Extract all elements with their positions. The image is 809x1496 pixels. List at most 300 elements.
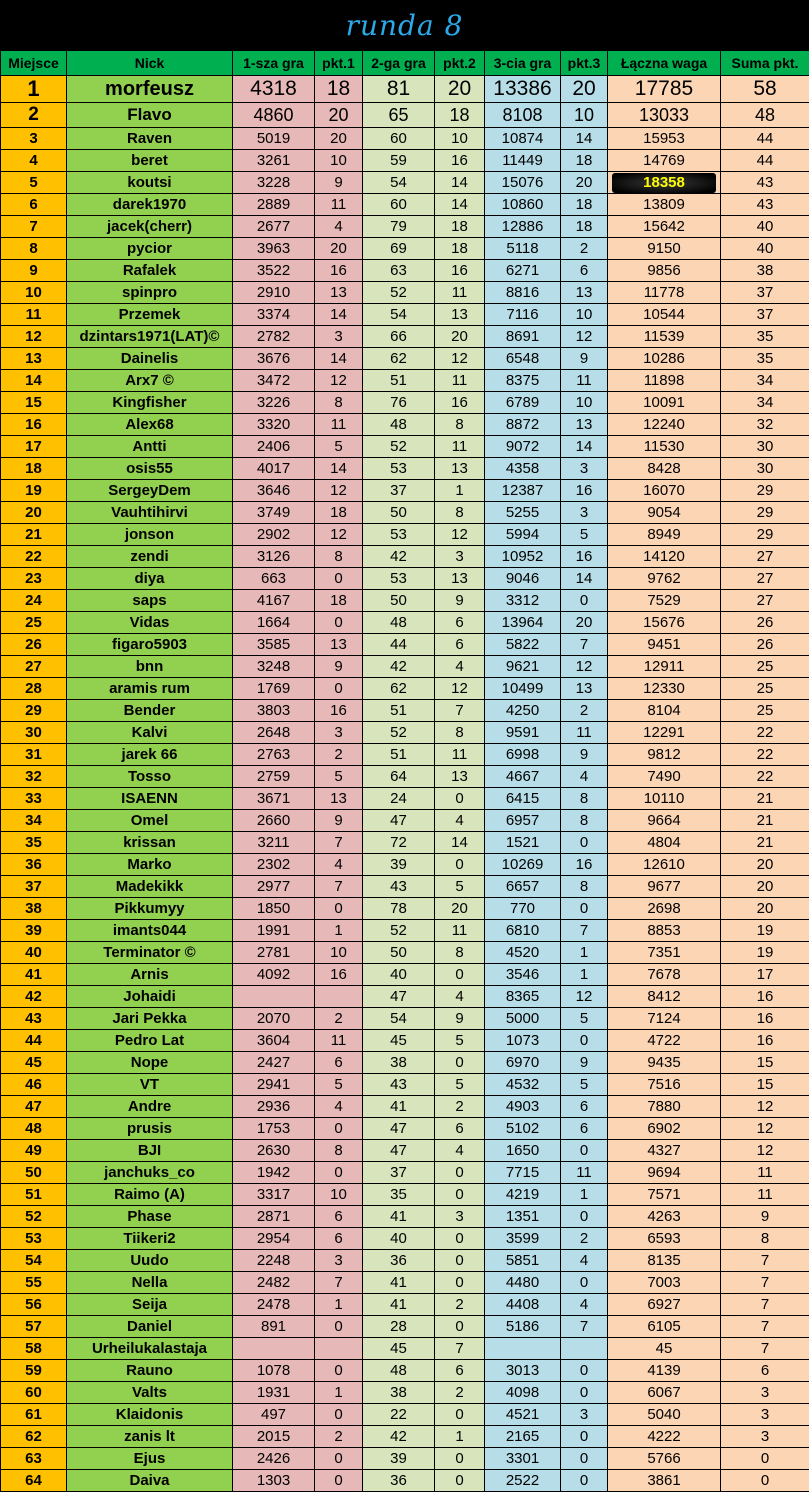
game1-weight-cell: 3803 bbox=[233, 700, 315, 722]
place-cell: 19 bbox=[1, 480, 67, 502]
game1-points-cell: 5 bbox=[315, 766, 363, 788]
game1-points-cell: 11 bbox=[315, 414, 363, 436]
game1-points-cell: 12 bbox=[315, 480, 363, 502]
place-cell: 7 bbox=[1, 216, 67, 238]
total-weight-cell: 6902 bbox=[608, 1118, 721, 1140]
total-points-cell: 15 bbox=[721, 1052, 809, 1074]
nick-cell: saps bbox=[67, 590, 233, 612]
place-cell: 33 bbox=[1, 788, 67, 810]
game1-points-cell: 2 bbox=[315, 1426, 363, 1448]
game3-weight-cell: 7116 bbox=[485, 304, 561, 326]
game2-points-cell: 13 bbox=[435, 568, 485, 590]
game2-points-cell: 3 bbox=[435, 1206, 485, 1228]
game1-points-cell: 3 bbox=[315, 326, 363, 348]
table-row bbox=[1, 414, 809, 436]
place-cell: 25 bbox=[1, 612, 67, 634]
game2-weight-cell: 53 bbox=[363, 524, 435, 546]
game2-weight-cell: 41 bbox=[363, 1206, 435, 1228]
game3-weight-cell: 6789 bbox=[485, 392, 561, 414]
total-weight-cell: 14769 bbox=[608, 150, 721, 172]
game1-weight-cell: 3374 bbox=[233, 304, 315, 326]
place-cell: 52 bbox=[1, 1206, 67, 1228]
game1-points-cell: 16 bbox=[315, 964, 363, 986]
place-cell: 41 bbox=[1, 964, 67, 986]
total-weight-cell: 10544 bbox=[608, 304, 721, 326]
game1-weight-cell: 2427 bbox=[233, 1052, 315, 1074]
total-points-cell: 7 bbox=[721, 1316, 809, 1338]
table-row bbox=[1, 150, 809, 172]
game2-weight-cell: 38 bbox=[363, 1052, 435, 1074]
game3-weight-cell: 12387 bbox=[485, 480, 561, 502]
game3-points-cell: 5 bbox=[561, 524, 608, 546]
table-row bbox=[1, 1008, 809, 1030]
total-weight-cell: 8853 bbox=[608, 920, 721, 942]
table-row bbox=[1, 436, 809, 458]
total-weight-cell: 13809 bbox=[608, 194, 721, 216]
game1-points-cell: 8 bbox=[315, 1140, 363, 1162]
game2-weight-cell: 50 bbox=[363, 590, 435, 612]
total-points-cell: 19 bbox=[721, 942, 809, 964]
total-points-cell: 15 bbox=[721, 1074, 809, 1096]
game2-points-cell: 14 bbox=[435, 172, 485, 194]
game2-points-cell: 5 bbox=[435, 1074, 485, 1096]
total-weight-cell: 9812 bbox=[608, 744, 721, 766]
game2-weight-cell: 47 bbox=[363, 810, 435, 832]
game3-points-cell: 0 bbox=[561, 590, 608, 612]
game1-points-cell: 12 bbox=[315, 524, 363, 546]
total-weight-cell: 4263 bbox=[608, 1206, 721, 1228]
game1-weight-cell: 1931 bbox=[233, 1382, 315, 1404]
table-row bbox=[1, 986, 809, 1008]
table-row bbox=[1, 1228, 809, 1250]
header-game3: 3-cia gra bbox=[485, 51, 561, 76]
total-weight-cell: 11778 bbox=[608, 282, 721, 304]
game3-weight-cell: 4358 bbox=[485, 458, 561, 480]
game2-weight-cell: 54 bbox=[363, 304, 435, 326]
game3-weight-cell: 3301 bbox=[485, 1448, 561, 1470]
nick-cell: Nope bbox=[67, 1052, 233, 1074]
total-weight-cell: 7490 bbox=[608, 766, 721, 788]
total-points-cell: 6 bbox=[721, 1360, 809, 1382]
game1-points-cell: 0 bbox=[315, 612, 363, 634]
total-points-cell: 7 bbox=[721, 1250, 809, 1272]
place-cell: 51 bbox=[1, 1184, 67, 1206]
game2-points-cell: 2 bbox=[435, 1096, 485, 1118]
table-row bbox=[1, 1470, 809, 1492]
header-pts3: pkt.3 bbox=[561, 51, 608, 76]
game3-points-cell: 0 bbox=[561, 1030, 608, 1052]
total-points-cell: 3 bbox=[721, 1404, 809, 1426]
place-cell: 18 bbox=[1, 458, 67, 480]
game1-points-cell: 20 bbox=[315, 128, 363, 150]
game3-points-cell: 7 bbox=[561, 634, 608, 656]
place-cell: 45 bbox=[1, 1052, 67, 1074]
game2-weight-cell: 22 bbox=[363, 1404, 435, 1426]
game3-points-cell: 13 bbox=[561, 678, 608, 700]
game2-points-cell: 0 bbox=[435, 1272, 485, 1294]
table-row bbox=[1, 656, 809, 678]
game2-points-cell: 13 bbox=[435, 766, 485, 788]
game1-weight-cell: 3749 bbox=[233, 502, 315, 524]
game1-points-cell: 0 bbox=[315, 568, 363, 590]
game2-weight-cell: 47 bbox=[363, 986, 435, 1008]
game1-points-cell: 0 bbox=[315, 1162, 363, 1184]
nick-cell: Pedro Lat bbox=[67, 1030, 233, 1052]
game2-weight-cell: 48 bbox=[363, 414, 435, 436]
nick-cell: morfeusz bbox=[67, 76, 233, 103]
game1-weight-cell: 3211 bbox=[233, 832, 315, 854]
nick-cell: Omel bbox=[67, 810, 233, 832]
game2-weight-cell: 50 bbox=[363, 942, 435, 964]
total-points-cell: 43 bbox=[721, 172, 809, 194]
game3-points-cell: 12 bbox=[561, 986, 608, 1008]
game2-points-cell: 3 bbox=[435, 546, 485, 568]
game2-points-cell: 20 bbox=[435, 326, 485, 348]
game1-points-cell: 0 bbox=[315, 1404, 363, 1426]
game2-weight-cell: 47 bbox=[363, 1118, 435, 1140]
total-weight-cell: 7529 bbox=[608, 590, 721, 612]
game3-points-cell: 0 bbox=[561, 832, 608, 854]
game3-weight-cell: 12886 bbox=[485, 216, 561, 238]
game3-points-cell: 10 bbox=[561, 392, 608, 414]
game2-points-cell: 0 bbox=[435, 1052, 485, 1074]
total-points-cell: 19 bbox=[721, 920, 809, 942]
game3-points-cell: 8 bbox=[561, 788, 608, 810]
table-row bbox=[1, 1030, 809, 1052]
table-row bbox=[1, 568, 809, 590]
game3-weight-cell: 5000 bbox=[485, 1008, 561, 1030]
nick-cell: dzintars1971(LAT)© bbox=[67, 326, 233, 348]
nick-cell: spinpro bbox=[67, 282, 233, 304]
game2-weight-cell: 81 bbox=[363, 76, 435, 103]
place-cell: 11 bbox=[1, 304, 67, 326]
place-cell: 24 bbox=[1, 590, 67, 612]
total-points-cell: 34 bbox=[721, 370, 809, 392]
game2-points-cell: 18 bbox=[435, 103, 485, 128]
game2-points-cell: 6 bbox=[435, 1118, 485, 1140]
game3-weight-cell: 8108 bbox=[485, 103, 561, 128]
game2-weight-cell: 76 bbox=[363, 392, 435, 414]
game1-weight-cell: 3646 bbox=[233, 480, 315, 502]
game2-points-cell: 0 bbox=[435, 1470, 485, 1492]
game2-weight-cell: 40 bbox=[363, 964, 435, 986]
game3-points-cell: 0 bbox=[561, 898, 608, 920]
place-cell: 38 bbox=[1, 898, 67, 920]
game2-points-cell: 11 bbox=[435, 370, 485, 392]
total-weight-cell: 12291 bbox=[608, 722, 721, 744]
game3-points-cell: 3 bbox=[561, 1404, 608, 1426]
game3-points-cell: 6 bbox=[561, 260, 608, 282]
game3-points-cell: 20 bbox=[561, 76, 608, 103]
game3-weight-cell: 11449 bbox=[485, 150, 561, 172]
game2-weight-cell: 42 bbox=[363, 656, 435, 678]
game1-weight-cell: 3522 bbox=[233, 260, 315, 282]
nick-cell: bnn bbox=[67, 656, 233, 678]
game3-points-cell: 0 bbox=[561, 1470, 608, 1492]
game1-points-cell: 12 bbox=[315, 370, 363, 392]
game1-points-cell: 10 bbox=[315, 1184, 363, 1206]
total-points-cell: 29 bbox=[721, 524, 809, 546]
game3-points-cell: 18 bbox=[561, 150, 608, 172]
game1-points-cell: 7 bbox=[315, 1272, 363, 1294]
total-points-cell: 35 bbox=[721, 326, 809, 348]
game3-weight-cell: 5994 bbox=[485, 524, 561, 546]
total-weight-cell: 8135 bbox=[608, 1250, 721, 1272]
game2-weight-cell: 59 bbox=[363, 150, 435, 172]
total-weight-cell: 7880 bbox=[608, 1096, 721, 1118]
total-points-cell: 26 bbox=[721, 634, 809, 656]
game2-weight-cell: 52 bbox=[363, 282, 435, 304]
table-row bbox=[1, 194, 809, 216]
total-points-cell: 9 bbox=[721, 1206, 809, 1228]
nick-cell: Madekikk bbox=[67, 876, 233, 898]
nick-cell: Tosso bbox=[67, 766, 233, 788]
total-weight-cell: 9435 bbox=[608, 1052, 721, 1074]
game2-weight-cell: 42 bbox=[363, 546, 435, 568]
game3-points-cell: 20 bbox=[561, 612, 608, 634]
game2-points-cell: 2 bbox=[435, 1382, 485, 1404]
game3-points-cell: 20 bbox=[561, 172, 608, 194]
game2-points-cell: 0 bbox=[435, 964, 485, 986]
game2-points-cell: 7 bbox=[435, 1338, 485, 1360]
table-row bbox=[1, 590, 809, 612]
table-row bbox=[1, 1206, 809, 1228]
game1-weight-cell: 663 bbox=[233, 568, 315, 590]
game1-weight-cell: 4860 bbox=[233, 103, 315, 128]
place-cell: 57 bbox=[1, 1316, 67, 1338]
game3-points-cell: 4 bbox=[561, 1294, 608, 1316]
total-points-cell: 21 bbox=[721, 810, 809, 832]
total-points-cell: 26 bbox=[721, 612, 809, 634]
game3-weight-cell: 8365 bbox=[485, 986, 561, 1008]
place-cell: 56 bbox=[1, 1294, 67, 1316]
game1-points-cell: 20 bbox=[315, 238, 363, 260]
game3-points-cell: 9 bbox=[561, 744, 608, 766]
place-cell: 58 bbox=[1, 1338, 67, 1360]
place-cell: 9 bbox=[1, 260, 67, 282]
place-cell: 15 bbox=[1, 392, 67, 414]
nick-cell: Rafalek bbox=[67, 260, 233, 282]
total-weight-cell: 14120 bbox=[608, 546, 721, 568]
game2-weight-cell: 50 bbox=[363, 502, 435, 524]
total-points-cell: 27 bbox=[721, 590, 809, 612]
game3-weight-cell: 3599 bbox=[485, 1228, 561, 1250]
place-cell: 35 bbox=[1, 832, 67, 854]
game3-weight-cell bbox=[485, 1338, 561, 1360]
table-row bbox=[1, 524, 809, 546]
total-points-cell: 12 bbox=[721, 1140, 809, 1162]
total-points-cell: 27 bbox=[721, 568, 809, 590]
game3-points-cell: 6 bbox=[561, 1118, 608, 1140]
nick-cell: diya bbox=[67, 568, 233, 590]
place-cell: 40 bbox=[1, 942, 67, 964]
nick-cell: ISAENN bbox=[67, 788, 233, 810]
place-cell: 47 bbox=[1, 1096, 67, 1118]
nick-cell: Phase bbox=[67, 1206, 233, 1228]
table-row bbox=[1, 1250, 809, 1272]
nick-cell: darek1970 bbox=[67, 194, 233, 216]
game2-weight-cell: 64 bbox=[363, 766, 435, 788]
table-row bbox=[1, 832, 809, 854]
game1-weight-cell bbox=[233, 1338, 315, 1360]
game1-weight-cell: 2782 bbox=[233, 326, 315, 348]
game2-points-cell: 9 bbox=[435, 1008, 485, 1030]
game3-points-cell: 0 bbox=[561, 1206, 608, 1228]
total-weight-cell: 4327 bbox=[608, 1140, 721, 1162]
table-row bbox=[1, 722, 809, 744]
total-points-cell: 25 bbox=[721, 700, 809, 722]
total-points-cell: 29 bbox=[721, 480, 809, 502]
nick-cell: Arnis bbox=[67, 964, 233, 986]
place-cell: 5 bbox=[1, 172, 67, 194]
game1-points-cell: 8 bbox=[315, 392, 363, 414]
place-cell: 54 bbox=[1, 1250, 67, 1272]
game3-points-cell: 3 bbox=[561, 502, 608, 524]
game2-weight-cell: 62 bbox=[363, 348, 435, 370]
nick-cell: figaro5903 bbox=[67, 634, 233, 656]
nick-cell: Flavo bbox=[67, 103, 233, 128]
total-weight-cell: 8412 bbox=[608, 986, 721, 1008]
game2-weight-cell: 63 bbox=[363, 260, 435, 282]
game3-points-cell: 1 bbox=[561, 942, 608, 964]
game1-weight-cell: 3126 bbox=[233, 546, 315, 568]
game1-weight-cell: 4167 bbox=[233, 590, 315, 612]
total-points-cell: 16 bbox=[721, 986, 809, 1008]
game1-weight-cell: 3963 bbox=[233, 238, 315, 260]
table-row bbox=[1, 1294, 809, 1316]
nick-cell: Kingfisher bbox=[67, 392, 233, 414]
header-nick: Nick bbox=[67, 51, 233, 76]
game2-points-cell: 14 bbox=[435, 832, 485, 854]
table-row bbox=[1, 76, 809, 103]
header-total-weight: Łączna waga bbox=[608, 51, 721, 76]
game3-weight-cell: 4250 bbox=[485, 700, 561, 722]
nick-cell: Johaidi bbox=[67, 986, 233, 1008]
game1-points-cell: 18 bbox=[315, 590, 363, 612]
nick-cell: janchuks_co bbox=[67, 1162, 233, 1184]
game3-points-cell: 13 bbox=[561, 414, 608, 436]
game2-points-cell: 0 bbox=[435, 1250, 485, 1272]
game3-points-cell: 7 bbox=[561, 1316, 608, 1338]
game2-weight-cell: 53 bbox=[363, 568, 435, 590]
game2-weight-cell: 51 bbox=[363, 700, 435, 722]
table-row bbox=[1, 810, 809, 832]
game3-weight-cell: 5118 bbox=[485, 238, 561, 260]
game2-weight-cell: 60 bbox=[363, 194, 435, 216]
total-weight-cell: 15676 bbox=[608, 612, 721, 634]
total-weight-cell: 11530 bbox=[608, 436, 721, 458]
total-points-cell: 7 bbox=[721, 1272, 809, 1294]
game2-points-cell: 8 bbox=[435, 502, 485, 524]
game3-points-cell: 4 bbox=[561, 766, 608, 788]
game1-points-cell: 0 bbox=[315, 898, 363, 920]
place-cell: 59 bbox=[1, 1360, 67, 1382]
total-weight-cell: 7124 bbox=[608, 1008, 721, 1030]
game2-points-cell: 0 bbox=[435, 1184, 485, 1206]
game3-points-cell: 16 bbox=[561, 854, 608, 876]
game3-points-cell: 8 bbox=[561, 876, 608, 898]
game1-points-cell: 18 bbox=[315, 502, 363, 524]
game3-weight-cell: 10874 bbox=[485, 128, 561, 150]
game2-weight-cell: 54 bbox=[363, 1008, 435, 1030]
table-row bbox=[1, 1074, 809, 1096]
game3-weight-cell: 9591 bbox=[485, 722, 561, 744]
game2-weight-cell: 42 bbox=[363, 1426, 435, 1448]
nick-cell: Alex68 bbox=[67, 414, 233, 436]
total-weight-cell: 11539 bbox=[608, 326, 721, 348]
game2-points-cell: 18 bbox=[435, 216, 485, 238]
game1-points-cell: 5 bbox=[315, 1074, 363, 1096]
total-points-cell: 32 bbox=[721, 414, 809, 436]
game2-points-cell: 13 bbox=[435, 304, 485, 326]
table-row bbox=[1, 458, 809, 480]
total-weight-cell: 13033 bbox=[608, 103, 721, 128]
total-weight-cell: 15642 bbox=[608, 216, 721, 238]
total-points-cell: 43 bbox=[721, 194, 809, 216]
game2-points-cell: 12 bbox=[435, 348, 485, 370]
total-weight-cell: 17785 bbox=[608, 76, 721, 103]
total-weight-cell: 7571 bbox=[608, 1184, 721, 1206]
place-cell: 37 bbox=[1, 876, 67, 898]
game2-points-cell: 11 bbox=[435, 744, 485, 766]
total-points-cell: 27 bbox=[721, 546, 809, 568]
game1-weight-cell: 2302 bbox=[233, 854, 315, 876]
game1-weight-cell: 2248 bbox=[233, 1250, 315, 1272]
place-cell: 49 bbox=[1, 1140, 67, 1162]
game2-points-cell: 20 bbox=[435, 898, 485, 920]
total-points-cell: 3 bbox=[721, 1426, 809, 1448]
total-points-cell: 17 bbox=[721, 964, 809, 986]
game2-weight-cell: 52 bbox=[363, 722, 435, 744]
game1-weight-cell: 4017 bbox=[233, 458, 315, 480]
game2-weight-cell: 45 bbox=[363, 1030, 435, 1052]
game3-weight-cell: 1351 bbox=[485, 1206, 561, 1228]
game1-points-cell: 0 bbox=[315, 1470, 363, 1492]
game1-points-cell: 6 bbox=[315, 1206, 363, 1228]
table-row bbox=[1, 744, 809, 766]
game2-points-cell: 12 bbox=[435, 678, 485, 700]
game2-weight-cell: 48 bbox=[363, 1360, 435, 1382]
game1-weight-cell: 1942 bbox=[233, 1162, 315, 1184]
total-weight-cell: 9856 bbox=[608, 260, 721, 282]
table-row bbox=[1, 282, 809, 304]
nick-cell: aramis rum bbox=[67, 678, 233, 700]
results-body bbox=[1, 76, 809, 1492]
game1-points-cell bbox=[315, 986, 363, 1008]
game1-weight-cell: 2910 bbox=[233, 282, 315, 304]
game3-weight-cell: 6271 bbox=[485, 260, 561, 282]
total-weight-cell: 9664 bbox=[608, 810, 721, 832]
nick-cell: Vidas bbox=[67, 612, 233, 634]
game3-points-cell: 14 bbox=[561, 436, 608, 458]
game3-weight-cell: 10269 bbox=[485, 854, 561, 876]
game2-points-cell: 8 bbox=[435, 414, 485, 436]
game2-points-cell: 0 bbox=[435, 854, 485, 876]
game3-weight-cell: 3013 bbox=[485, 1360, 561, 1382]
game3-points-cell: 0 bbox=[561, 1448, 608, 1470]
game3-points-cell: 5 bbox=[561, 1008, 608, 1030]
header-pts1: pkt.1 bbox=[315, 51, 363, 76]
table-row bbox=[1, 1404, 809, 1426]
place-cell: 13 bbox=[1, 348, 67, 370]
place-cell: 16 bbox=[1, 414, 67, 436]
total-weight-cell: 9694 bbox=[608, 1162, 721, 1184]
nick-cell: prusis bbox=[67, 1118, 233, 1140]
game1-points-cell: 0 bbox=[315, 678, 363, 700]
nick-cell: Antti bbox=[67, 436, 233, 458]
game3-points-cell: 18 bbox=[561, 194, 608, 216]
table-row bbox=[1, 1052, 809, 1074]
